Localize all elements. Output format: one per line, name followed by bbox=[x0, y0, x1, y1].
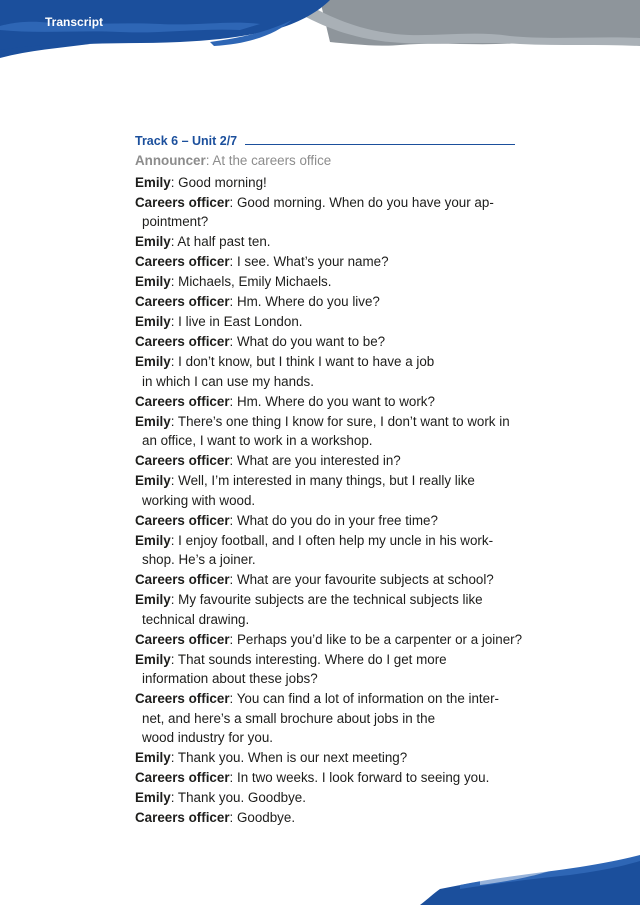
header-label: Transcript bbox=[45, 15, 104, 29]
announcer-text: : At the careers office bbox=[205, 153, 332, 168]
dialogue-line bbox=[135, 332, 515, 352]
dialogue-line bbox=[135, 451, 515, 471]
dialogue-line bbox=[135, 352, 515, 372]
dialogue-turn bbox=[135, 748, 515, 768]
dialogue-text: : Hm. Where do you live? bbox=[229, 294, 380, 309]
dialogue-text: : I live in East London. bbox=[170, 314, 303, 329]
dialogue-text: : Thank you. When is our next meeting? bbox=[170, 750, 408, 765]
dialogue-line bbox=[135, 709, 515, 729]
dialogue-text: : There’s one thing I know for sure, I don’t want to work in bbox=[170, 413, 510, 429]
dialogue-text: : What do you want to be? bbox=[229, 334, 386, 349]
dialogue-line bbox=[135, 431, 515, 451]
dialogue-line bbox=[135, 212, 515, 232]
dialogue-turn bbox=[135, 412, 515, 451]
speaker-name: Careers officer bbox=[135, 810, 230, 825]
dialogue-text: : Perhaps you’d like to be a carpenter or a joiner? bbox=[229, 631, 523, 647]
transcript-content bbox=[135, 130, 523, 828]
header-brush-stroke-graphic bbox=[0, 0, 640, 80]
speaker-name: Careers officer bbox=[135, 770, 230, 785]
speaker-name: Emily bbox=[135, 413, 171, 429]
dialogue-turn bbox=[135, 630, 523, 650]
speaker-name: Emily bbox=[135, 473, 171, 488]
speaker-name: Emily bbox=[135, 592, 171, 607]
dialogue-text: : Hm. Where do you want to work? bbox=[229, 393, 435, 409]
speaker-name: Careers officer bbox=[135, 572, 230, 587]
dialogue-text: : I see. What’s your name? bbox=[229, 254, 389, 269]
dialogue-line bbox=[135, 272, 515, 292]
speaker-name: Emily bbox=[135, 174, 171, 190]
dialogue-line bbox=[135, 768, 515, 788]
speaker-name: Careers officer bbox=[135, 194, 230, 210]
dialogue-turn bbox=[135, 511, 515, 531]
dialogue-text: : I enjoy football, and I often help my uncle in his work- bbox=[170, 532, 494, 548]
dialogue-line bbox=[135, 392, 515, 412]
dialogue-text: : Goodbye. bbox=[229, 810, 296, 825]
dialogue-line bbox=[135, 808, 515, 828]
dialogue-turn bbox=[135, 332, 515, 352]
dialogue-line bbox=[135, 728, 515, 748]
speaker-name: Emily bbox=[135, 651, 171, 667]
dialogue-line bbox=[135, 590, 515, 610]
dialogue-turn bbox=[135, 272, 515, 292]
dialogue-text: : Thank you. Goodbye. bbox=[170, 790, 306, 805]
dialogue-turn bbox=[135, 312, 515, 332]
dialogue-text: : Good morning! bbox=[170, 174, 267, 190]
dialogue-turn bbox=[135, 232, 515, 252]
dialogue-turn bbox=[135, 570, 515, 590]
dialogue-list bbox=[135, 173, 523, 828]
dialogue-text: an office, I want to work in a workshop. bbox=[142, 433, 373, 448]
dialogue-line bbox=[135, 788, 515, 808]
dialogue-line bbox=[135, 610, 515, 630]
announcer-line bbox=[135, 151, 515, 171]
dialogue-text: pointment? bbox=[142, 214, 209, 229]
dialogue-line bbox=[135, 669, 515, 689]
dialogue-text: information about these jobs? bbox=[142, 671, 318, 686]
dialogue-text: shop. He’s a joiner. bbox=[142, 552, 256, 567]
dialogue-line bbox=[135, 193, 515, 213]
dialogue-line bbox=[135, 550, 515, 570]
dialogue-line bbox=[135, 570, 515, 590]
dialogue-line bbox=[135, 689, 515, 709]
speaker-name: Careers officer bbox=[135, 294, 230, 309]
dialogue-text: : That sounds interesting. Where do I get more bbox=[170, 651, 447, 667]
dialogue-line bbox=[135, 372, 515, 392]
dialogue-line bbox=[135, 252, 515, 272]
dialogue-turn bbox=[135, 808, 515, 828]
dialogue-turn bbox=[135, 788, 515, 808]
track-heading-rule bbox=[245, 144, 515, 145]
dialogue-turn bbox=[135, 292, 515, 312]
speaker-name: Emily bbox=[135, 790, 171, 805]
speaker-name: Emily bbox=[135, 234, 171, 249]
speaker-name: Careers officer bbox=[135, 691, 230, 706]
dialogue-line bbox=[135, 412, 515, 432]
speaker-name: Emily bbox=[135, 274, 171, 289]
dialogue-line bbox=[135, 471, 515, 491]
dialogue-line bbox=[135, 491, 515, 511]
dialogue-text: : Michaels, Emily Michaels. bbox=[170, 274, 332, 289]
dialogue-turn bbox=[135, 531, 515, 570]
dialogue-turn bbox=[135, 768, 515, 788]
speaker-name: Careers officer bbox=[135, 512, 230, 528]
track-title: Track 6 – Unit 2/7 bbox=[135, 134, 238, 148]
dialogue-turn bbox=[135, 650, 515, 689]
dialogue-turn bbox=[135, 193, 515, 232]
dialogue-line bbox=[135, 650, 515, 670]
dialogue-turn bbox=[135, 451, 515, 471]
dialogue-text: : At half past ten. bbox=[170, 234, 271, 249]
dialogue-turn bbox=[135, 252, 515, 272]
speaker-name: Careers officer bbox=[135, 393, 230, 409]
dialogue-text: net, and here’s a small brochure about jobs in the bbox=[142, 710, 436, 726]
dialogue-turn bbox=[135, 352, 515, 391]
speaker-name: Careers officer bbox=[135, 631, 230, 647]
dialogue-turn bbox=[135, 392, 515, 412]
speaker-name: Emily bbox=[135, 354, 171, 369]
dialogue-turn bbox=[135, 173, 515, 193]
dialogue-text: : I don’t know, but I think I want to have a job bbox=[170, 354, 435, 369]
dialogue-text: : What do you do in your free time? bbox=[229, 512, 438, 528]
speaker-name: Careers officer bbox=[135, 254, 230, 269]
dialogue-text: wood industry for you. bbox=[142, 730, 273, 745]
speaker-name: Careers officer bbox=[135, 453, 230, 468]
dialogue-text: : What are your favourite subjects at school? bbox=[229, 572, 494, 587]
dialogue-line bbox=[135, 630, 523, 650]
dialogue-text: : Well, I’m interested in many things, but I really like bbox=[170, 473, 475, 488]
speaker-name: Careers officer bbox=[135, 334, 230, 349]
dialogue-line bbox=[135, 232, 515, 252]
dialogue-line bbox=[135, 748, 515, 768]
dialogue-line bbox=[135, 292, 515, 312]
track-heading bbox=[135, 130, 515, 148]
dialogue-line bbox=[135, 531, 515, 551]
dialogue-turn bbox=[135, 689, 515, 748]
dialogue-turn bbox=[135, 590, 515, 629]
dialogue-text: : What are you interested in? bbox=[229, 453, 401, 468]
dialogue-text: : Good morning. When do you have your ap- bbox=[229, 194, 494, 210]
speaker-name: Emily bbox=[135, 750, 171, 765]
dialogue-text: working with wood. bbox=[142, 492, 256, 508]
dialogue-text: technical drawing. bbox=[142, 611, 250, 627]
speaker-name: Emily bbox=[135, 314, 171, 329]
speaker-name: Announcer bbox=[135, 153, 206, 168]
dialogue-text: : In two weeks. I look forward to seeing you. bbox=[229, 770, 490, 785]
dialogue-line bbox=[135, 312, 515, 332]
dialogue-text: : My favourite subjects are the technical subjects like bbox=[170, 592, 483, 607]
dialogue-turn bbox=[135, 471, 515, 510]
footer-brush-stroke-graphic bbox=[420, 845, 640, 905]
dialogue-line bbox=[135, 173, 515, 193]
dialogue-text: in which I can use my hands. bbox=[142, 373, 314, 389]
speaker-name: Emily bbox=[135, 532, 171, 548]
dialogue-line bbox=[135, 511, 515, 531]
dialogue-text: : You can find a lot of information on the inter- bbox=[229, 691, 500, 706]
